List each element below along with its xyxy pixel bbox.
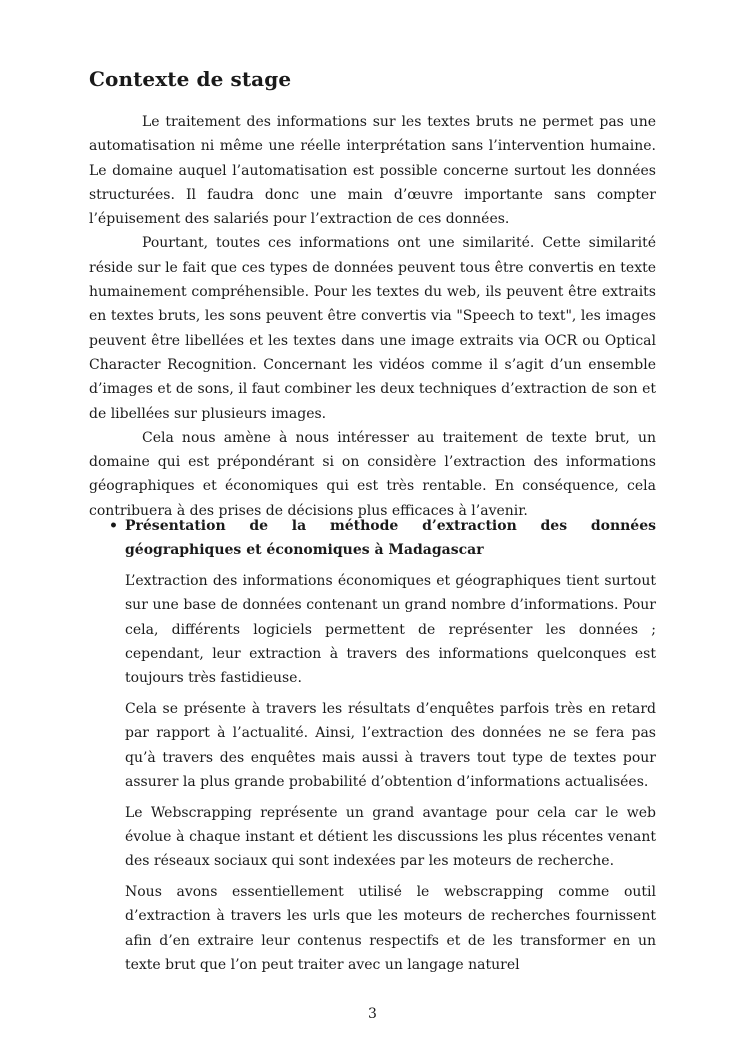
paragraph: Le traitement des informations sur les textes bruts ne permet pas une automatisation ni même une réelle interprétation sans l’intervention humaine. Le domaine auquel l’automatisation est possible concerne surtout les données structurées. Il faudra donc une main d’œuvre importante sans compter l’épuisement des salariés pour l’extraction de ces données. — [89, 114, 656, 228]
bullet-heading-text: Présentation de la méthode d’extraction des données géographiques et économiques à Madagascar — [125, 518, 656, 559]
bullet-paragraph: Le Webscrapping représente un grand avantage pour cela car le web évolue à chaque instant et détient les discussions les plus récentes venant des réseaux sociaux qui sont indexées par les moteurs de recherche. — [125, 804, 656, 870]
bullet-paragraph: Cela se présente à travers les résultats d’enquêtes parfois très en retard par rapport à l’actualité. Ainsi, l’extraction des données ne se fera pas qu’à travers des enquêtes mais aussi à travers tout type de textes pour assurer la plus grande probabilité d’obtention d’informations actualisées. — [125, 701, 656, 790]
paragraph: Pourtant, toutes ces informations ont une similarité. Cette similarité réside sur le fait que ces types de données peuvent tous être convertis en texte humainement compréhensible. Pour les textes du web, ils peuvent être extraits en textes bruts, les sons peuvent être convertis via "Speech to text", les images peuvent être libellées et les textes dans une image extraits via OCR ou Optical Character Recognition. Concernant les vidéos comme il s’agit d’un ensemble d’images et de sons, il faut combiner les deux techniques d’extraction de son et de libellées sur plusieurs images. — [89, 235, 656, 422]
page-number: 3 — [368, 1006, 377, 1022]
bullet-marker: • — [109, 518, 118, 534]
paragraph: Cela nous amène à nous intéresser au traitement de texte brut, un domaine qui est prépondérant si on considère l’extraction des informations géographiques et économiques qui est très rentable. En conséquence, cela contribuera à des prises de décisions plus efficaces à l’avenir. — [89, 429, 656, 519]
bullet-heading — [89, 514, 656, 563]
intro-text-block — [89, 110, 656, 523]
bullet-paragraph: L’extraction des informations économiques et géographiques tient surtout sur une base de données contenant un grand nombre d’informations. Pour cela, différents logiciels permettent de représenter les données ; cependant, leur extraction à travers des informations quelconques est toujours très fastidieuse. — [125, 573, 656, 687]
section-title: Contexte de stage — [89, 67, 292, 91]
bullet-section — [89, 514, 656, 977]
bullet-paragraph: Nous avons essentiellement utilisé le webscrapping comme outil d’extraction à travers les urls que les moteurs de recherches fournissent afin d’en extraire leur contenus respectifs et de les transformer en un texte brut que l’on peut traiter avec un langage naturel — [125, 884, 656, 974]
